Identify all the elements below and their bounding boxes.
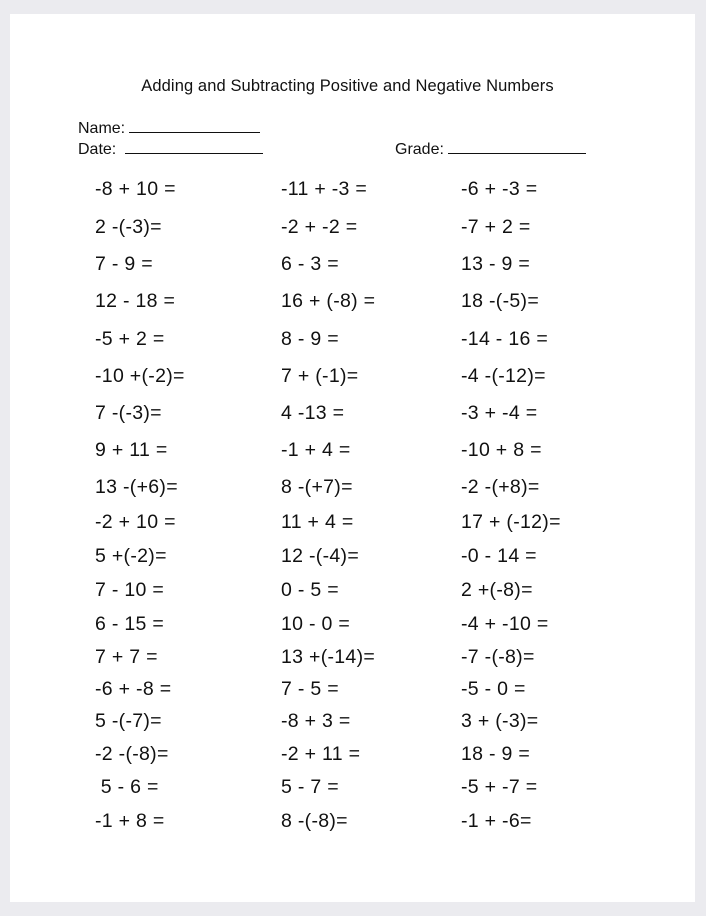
problem-item: 2 +(-8)= (461, 579, 533, 601)
problem-item: 7 - 5 = (281, 678, 339, 700)
problem-item: 13 - 9 = (461, 253, 531, 275)
problem-item: 12 -(-4)= (281, 545, 360, 567)
problem-item: 2 -(-3)= (95, 216, 162, 238)
problem-item: 6 - 3 = (281, 253, 339, 275)
problem-item: -7 + 2 = (461, 216, 531, 238)
problem-item: -1 + -6= (461, 810, 532, 832)
name-label: Name: (78, 120, 126, 137)
problem-item: 7 -(-3)= (95, 402, 162, 424)
problem-item: 8 -(+7)= (281, 476, 353, 498)
problem-item: 7 + (-1)= (281, 365, 359, 387)
problem-item: 16 + (-8) = (281, 290, 376, 312)
problem-item: -8 + 3 = (281, 710, 351, 732)
problem-item: -2 -(-8)= (95, 743, 169, 765)
problem-item: 7 + 7 = (95, 646, 158, 668)
problem-item: -6 + -8 = (95, 678, 172, 700)
problem-item: -10 +(-2)= (95, 365, 185, 387)
problem-item: 6 - 15 = (95, 613, 165, 635)
problem-item: 18 -(-5)= (461, 290, 540, 312)
problem-item: -2 -(+8)= (461, 476, 540, 498)
problem-item: -2 + 10 = (95, 511, 176, 533)
grade-blank (448, 139, 586, 154)
worksheet-page (10, 14, 695, 902)
problem-item: 4 -13 = (281, 402, 345, 424)
problem-item: -5 + 2 = (95, 328, 165, 350)
date-field (78, 139, 263, 159)
problem-item: -5 - 0 = (461, 678, 526, 700)
problem-item: -14 - 16 = (461, 328, 549, 350)
name-blank (129, 118, 260, 133)
grade-label: Grade: (395, 141, 444, 158)
problem-item: 5 - 7 = (281, 776, 339, 798)
problem-item: 13 +(-14)= (281, 646, 376, 668)
name-field (78, 118, 260, 138)
problem-item: -1 + 8 = (95, 810, 165, 832)
problem-item: 17 + (-12)= (461, 511, 561, 533)
problem-item: 18 - 9 = (461, 743, 531, 765)
problem-item: 7 - 10 = (95, 579, 165, 601)
problem-item: 8 -(-8)= (281, 810, 348, 832)
problem-item: 0 - 5 = (281, 579, 339, 601)
problem-item: 9 + 11 = (95, 439, 168, 461)
problem-item: -3 + -4 = (461, 402, 538, 424)
problem-item: 12 - 18 = (95, 290, 176, 312)
problem-item: -2 + -2 = (281, 216, 358, 238)
grade-field (395, 139, 586, 159)
problem-item: -6 + -3 = (461, 178, 538, 200)
problem-item: 5 -(-7)= (95, 710, 162, 732)
problem-item: -10 + 8 = (461, 439, 542, 461)
problem-item: -2 + 11 = (281, 743, 361, 765)
problem-item: 10 - 0 = (281, 613, 351, 635)
date-label: Date: (78, 141, 117, 158)
date-blank (125, 139, 263, 154)
worksheet-title: Adding and Subtracting Positive and Negative Numbers (141, 77, 554, 95)
problem-item: -4 -(-12)= (461, 365, 546, 387)
problem-item: 13 -(+6)= (95, 476, 178, 498)
problem-item: 3 + (-3)= (461, 710, 539, 732)
problem-item: 5 +(-2)= (95, 545, 167, 567)
problem-item: -5 + -7 = (461, 776, 538, 798)
problem-item: -0 - 14 = (461, 545, 537, 567)
problem-item: -4 + -10 = (461, 613, 549, 635)
problem-item: 5 - 6 = (95, 776, 159, 798)
problem-item: 8 - 9 = (281, 328, 339, 350)
problem-item: 7 - 9 = (95, 253, 153, 275)
problem-item: 11 + 4 = (281, 511, 354, 533)
problem-item: -7 -(-8)= (461, 646, 535, 668)
problem-item: -11 + -3 = (281, 178, 368, 200)
problem-item: -8 + 10 = (95, 178, 176, 200)
problem-item: -1 + 4 = (281, 439, 351, 461)
